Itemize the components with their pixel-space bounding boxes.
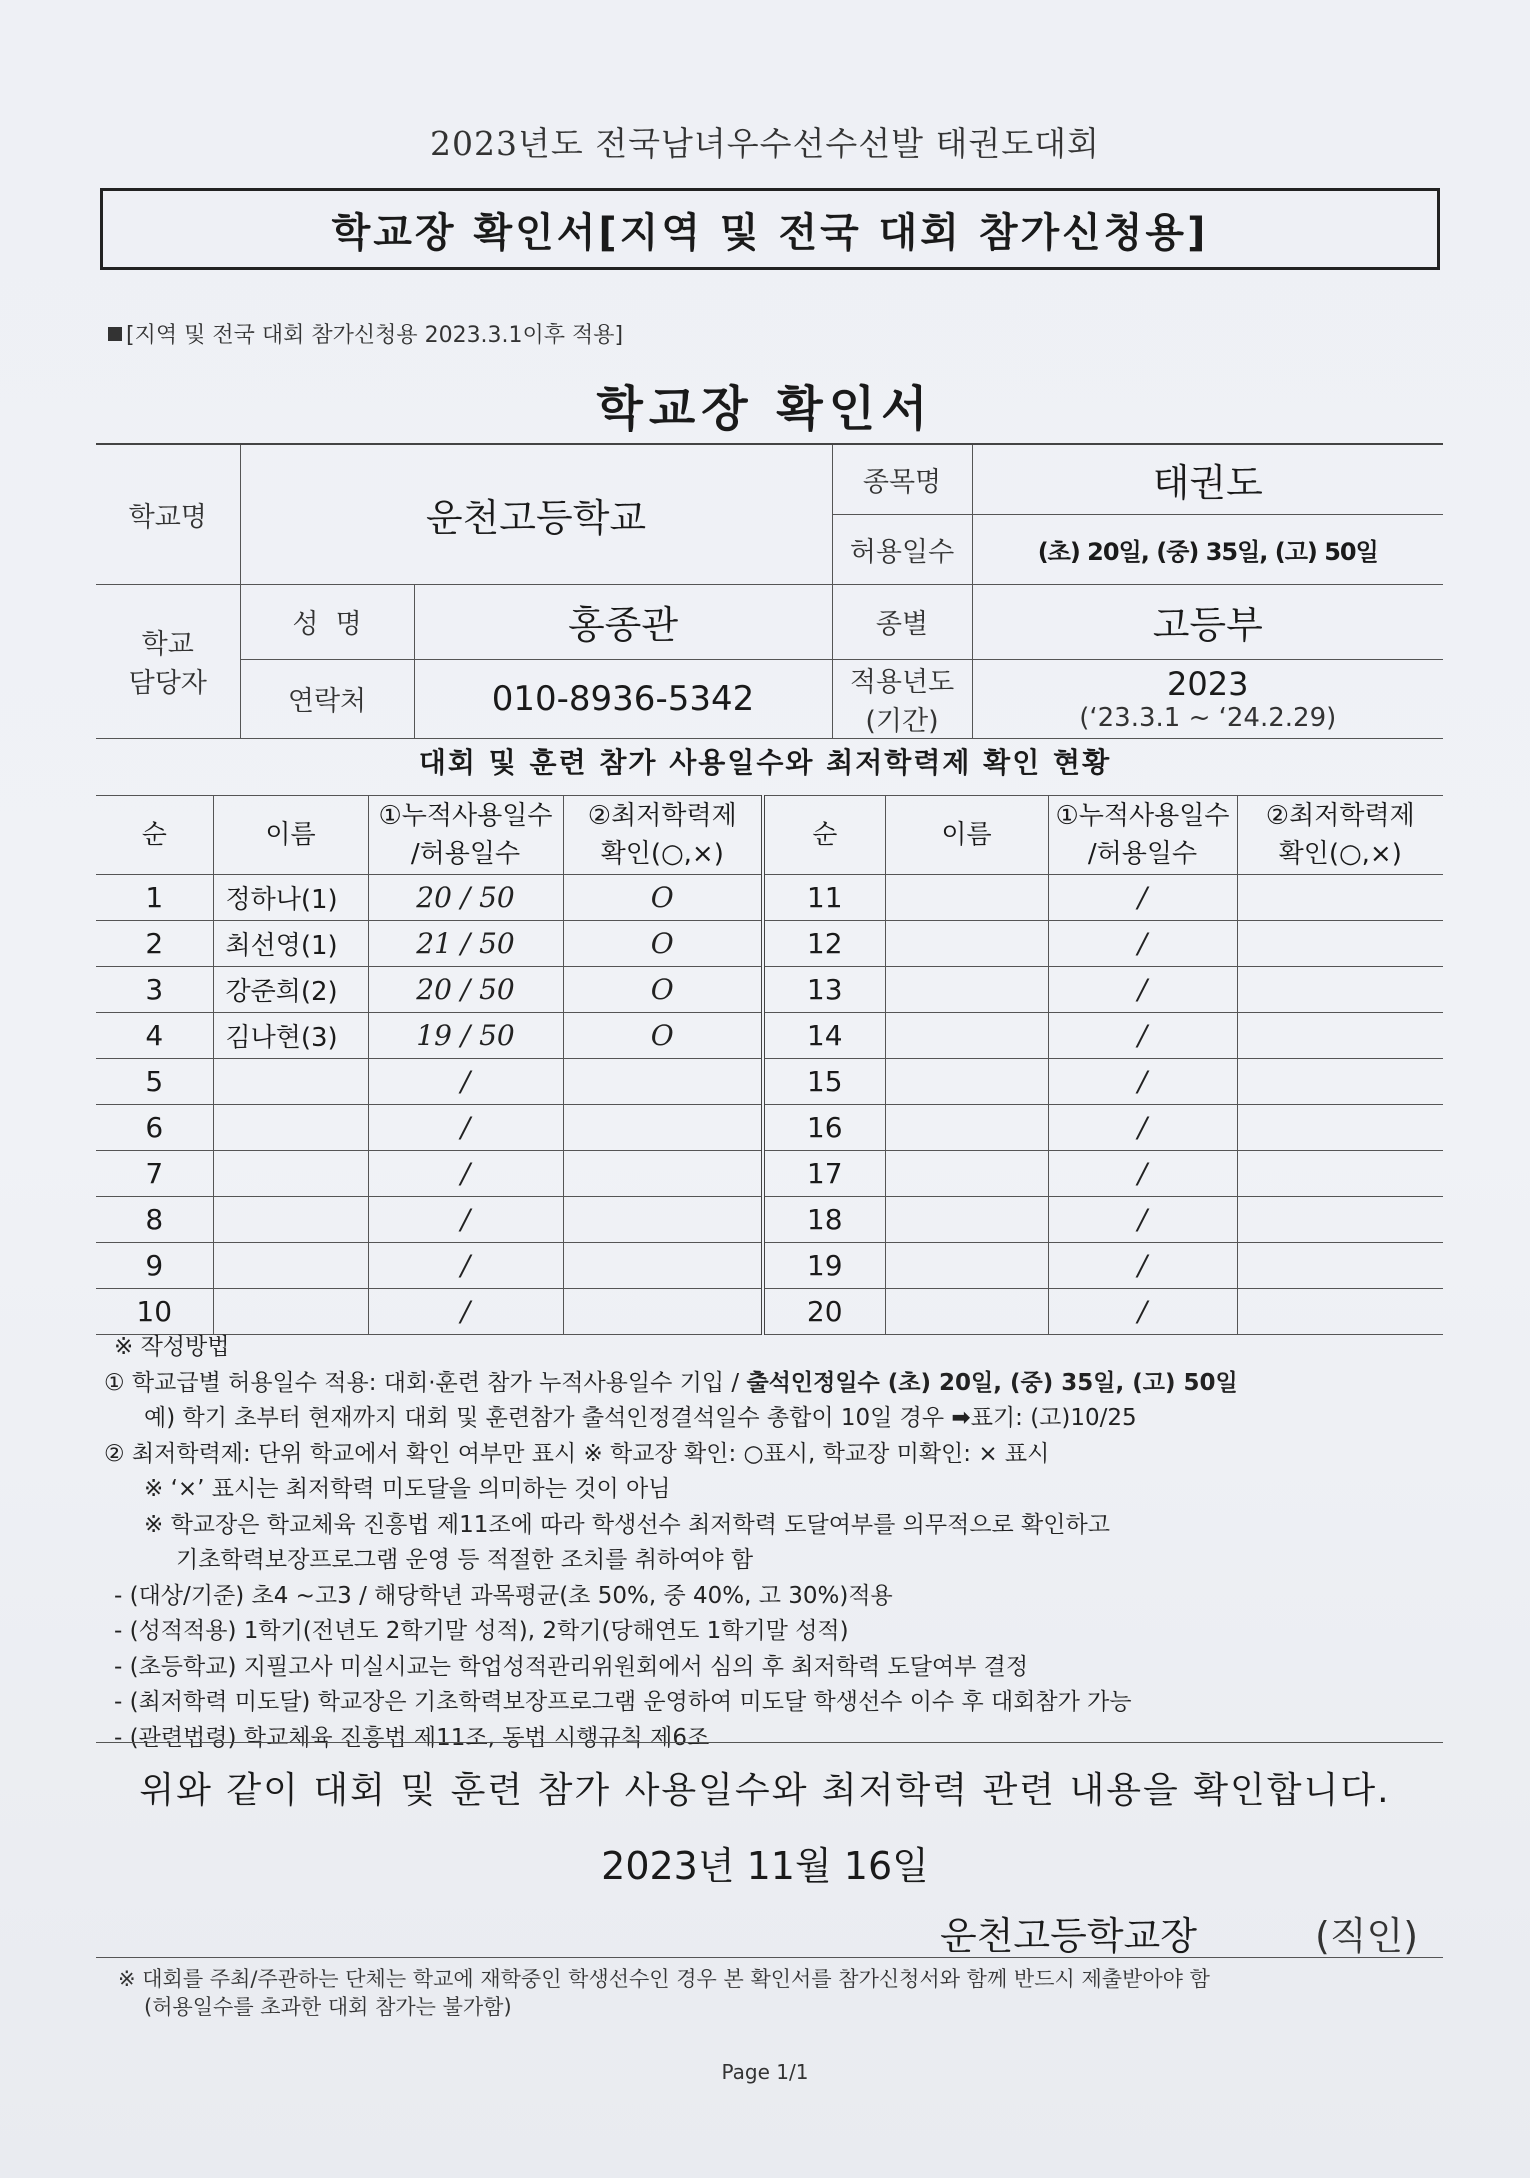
col-check-line2: 확인(○,×) — [600, 839, 724, 869]
school-name-label: 학교명 — [96, 444, 240, 584]
table-row — [96, 1151, 1443, 1197]
athlete-name — [885, 1059, 1048, 1105]
row-no: 2 — [96, 921, 213, 967]
allowed-days-value: (초) 20일, (중) 35일, (고) 50일 — [972, 514, 1443, 584]
min-academic-check — [1237, 1289, 1443, 1335]
athlete-name — [213, 1151, 368, 1197]
row-no: 3 — [96, 967, 213, 1013]
days-used: / — [1048, 1289, 1237, 1335]
min-academic-check — [1237, 967, 1443, 1013]
athlete-name — [213, 1059, 368, 1105]
athlete-name — [213, 1197, 368, 1243]
min-academic-check — [563, 1105, 763, 1151]
row-no: 11 — [763, 875, 885, 921]
min-academic-check — [1237, 1151, 1443, 1197]
row-no: 1 — [96, 875, 213, 921]
table-row — [96, 1243, 1443, 1289]
footer-note-line2: (허용일수를 초과한 대회 참가는 불가함) — [144, 1995, 512, 2019]
period-value: (‘23.3.1 ~ ‘24.2.29) — [1079, 702, 1337, 733]
row-no: 15 — [763, 1059, 885, 1105]
principal-name: 운천고등학교장 — [940, 1914, 1197, 1958]
table-row — [96, 967, 1443, 1013]
table-row — [96, 1289, 1443, 1335]
col-check-line1-right: ②최저학력제 — [1265, 801, 1415, 831]
apply-note-text: [지역 및 전국 대회 참가신청용 2023.3.1이후 적용] — [126, 323, 624, 348]
athlete-name — [885, 1013, 1048, 1059]
min-academic-check — [1237, 1243, 1443, 1289]
row-no: 13 — [763, 967, 885, 1013]
seal-label: (직인) — [1315, 1914, 1419, 1958]
days-used: / — [368, 1105, 563, 1151]
note-3: ※ ‘×’ 표시는 최저학력 미도달을 의미하는 것이 아님 — [144, 1476, 671, 1502]
contact-value: 010-8936-5342 — [414, 659, 832, 738]
competition-title: 2023년도 전국남녀우수선수선발 태권도대회 — [430, 124, 1100, 163]
days-used: 20 / 50 — [368, 875, 563, 921]
col-check-header-right — [1237, 796, 1443, 875]
apply-note — [108, 318, 623, 349]
min-academic-check — [563, 1197, 763, 1243]
min-academic-check — [563, 1243, 763, 1289]
row-no: 10 — [96, 1289, 213, 1335]
note-5: - (대상/기준) 초4 ~고3 / 해당학년 과목평균(초 50%, 중 40%, 고 30%)적용 — [114, 1582, 893, 1609]
athlete-name — [885, 1197, 1048, 1243]
athlete-name — [213, 1243, 368, 1289]
min-academic-check — [563, 1151, 763, 1197]
document-title: 학교장 확인서 — [596, 381, 934, 437]
manager-name-label: 성 명 — [240, 584, 414, 659]
row-no: 17 — [763, 1151, 885, 1197]
row-no: 19 — [763, 1243, 885, 1289]
row-no: 9 — [96, 1243, 213, 1289]
note-6: - (성적적용) 1학기(전년도 2학기말 성적), 2학기(당해연도 1학기말 성적) — [114, 1618, 849, 1644]
note-4a: ※ 학교장은 학교체육 진흥법 제11조에 따라 학생선수 최저학력 도달여부를 의무적으로 확인하고 — [144, 1511, 1110, 1538]
min-academic-check — [1237, 1105, 1443, 1151]
table-row — [96, 875, 1443, 921]
col-days-line2: /허용일수 — [410, 839, 521, 869]
days-used: / — [1048, 1151, 1237, 1197]
days-used: / — [1048, 921, 1237, 967]
manager-label — [96, 584, 240, 738]
min-academic-check — [1237, 1013, 1443, 1059]
row-no: 6 — [96, 1105, 213, 1151]
note-9: - (관련법령) 학교체육 진흥법 제11조, 동법 시행규칙 제6조 — [114, 1724, 710, 1751]
year-label-line1: 적용년도 — [849, 666, 955, 698]
division-label: 종별 — [832, 584, 972, 659]
footer-divider — [96, 1957, 1443, 1958]
min-academic-check: O — [563, 1013, 763, 1059]
min-academic-check — [563, 1289, 763, 1335]
year-label — [832, 659, 972, 738]
days-used: / — [1048, 967, 1237, 1013]
athlete-name — [885, 921, 1048, 967]
event-value: 태권도 — [972, 444, 1443, 514]
athlete-name: 강준희(2) — [213, 967, 368, 1013]
contact-label: 연락처 — [240, 659, 414, 738]
note-1a-bold: 출석인정일수 (초) 20일, (중) 35일, (고) 50일 — [746, 1369, 1238, 1396]
days-used: / — [1048, 1105, 1237, 1151]
days-used: / — [368, 1197, 563, 1243]
row-no: 14 — [763, 1013, 885, 1059]
min-academic-check: O — [563, 967, 763, 1013]
col-check-line1: ②최저학력제 — [587, 801, 737, 831]
athlete-name — [885, 967, 1048, 1013]
divider — [96, 1742, 1443, 1743]
athlete-name — [213, 1289, 368, 1335]
table-row — [96, 921, 1443, 967]
row-no: 7 — [96, 1151, 213, 1197]
roster-header-row — [96, 796, 1443, 875]
note-1b — [104, 1401, 1444, 1437]
col-days-line1: ①누적사용일수 — [378, 801, 553, 831]
athlete-name — [885, 1151, 1048, 1197]
roster-heading: 대회 및 훈련 참가 사용일수와 최저학력제 확인 현황 — [418, 746, 1112, 779]
days-used: 21 / 50 — [368, 921, 563, 967]
roster-table — [96, 795, 1443, 1335]
days-used: / — [368, 1151, 563, 1197]
manager-label-line2: 담당자 — [128, 668, 207, 699]
col-no-header: 순 — [96, 796, 213, 875]
instructions-title: ※ 작성방법 — [114, 1334, 230, 1360]
row-no: 8 — [96, 1197, 213, 1243]
footer-note — [118, 1965, 1438, 2021]
footer-note-line1: ※ 대회를 주최/주관하는 단체는 학교에 재학중인 학생선수인 경우 본 확인서를 참가신청서와 함께 반드시 제출받아야 함 — [118, 1967, 1210, 1991]
days-used: / — [1048, 875, 1237, 921]
athlete-name: 최선영(1) — [213, 921, 368, 967]
min-academic-check — [1237, 1197, 1443, 1243]
athlete-name — [885, 875, 1048, 921]
athlete-name: 정하나(1) — [213, 875, 368, 921]
min-academic-check — [1237, 921, 1443, 967]
note-7: - (초등학교) 지필고사 미실시교는 학업성적관리위원회에서 심의 후 최저학력 도달여부 결정 — [114, 1653, 1029, 1680]
year-value: 2023 — [1167, 664, 1249, 703]
col-days-header — [368, 796, 563, 875]
row-no: 4 — [96, 1013, 213, 1059]
note-2: ② 최저학력제: 단위 학교에서 확인 여부만 표시 ※ 학교장 확인: ○표시, 학교장 미확인: × 표시 — [104, 1440, 1050, 1467]
note-1a — [104, 1366, 1444, 1402]
col-days-line2-right: /허용일수 — [1087, 839, 1198, 869]
days-used: 19 / 50 — [368, 1013, 563, 1059]
row-no: 5 — [96, 1059, 213, 1105]
min-academic-check — [1237, 1059, 1443, 1105]
arrow-right-icon: ➡ — [951, 1405, 971, 1431]
note-1b-text: 예) 학기 초부터 현재까지 대회 및 훈련참가 출석인정결석일수 총합이 10일 경우 — [144, 1405, 952, 1431]
days-used: / — [1048, 1059, 1237, 1105]
row-no: 12 — [763, 921, 885, 967]
year-label-line2: (기간) — [865, 705, 939, 737]
col-name-header: 이름 — [213, 796, 368, 875]
row-no: 16 — [763, 1105, 885, 1151]
year-cell — [972, 659, 1443, 738]
manager-name-value: 홍종관 — [414, 584, 832, 659]
table-row — [96, 1059, 1443, 1105]
confirmation-statement: 위와 같이 대회 및 훈련 참가 사용일수와 최저학력 관련 내용을 확인합니다. — [139, 1770, 1391, 1811]
note-8: - (최저학력 미도달) 학교장은 기초학력보장프로그램 운영하여 미도달 학생선수 이수 후 대회참가 가능 — [114, 1689, 1132, 1715]
manager-label-line1: 학교 — [141, 629, 194, 660]
col-days-line1-right: ①누적사용일수 — [1055, 801, 1230, 831]
days-used: 20 / 50 — [368, 967, 563, 1013]
athlete-name — [213, 1105, 368, 1151]
days-used: / — [368, 1059, 563, 1105]
col-no-header-right: 순 — [763, 796, 885, 875]
division-value: 고등부 — [972, 584, 1443, 659]
days-used: / — [368, 1243, 563, 1289]
table-row — [96, 1105, 1443, 1151]
min-academic-check — [1237, 875, 1443, 921]
athlete-name — [885, 1289, 1048, 1335]
min-academic-check — [563, 1059, 763, 1105]
athlete-name — [885, 1243, 1048, 1289]
athlete-name: 김나현(3) — [213, 1013, 368, 1059]
table-row — [96, 1013, 1443, 1059]
row-no: 20 — [763, 1289, 885, 1335]
page-number: Page 1/1 — [721, 2060, 809, 2084]
square-bullet-icon — [108, 327, 122, 341]
days-used: / — [368, 1289, 563, 1335]
note-4b: 기초학력보장프로그램 운영 등 적절한 조치를 취하여야 함 — [176, 1547, 754, 1573]
allowed-days-label: 허용일수 — [832, 514, 972, 584]
row-no: 18 — [763, 1197, 885, 1243]
col-name-header-right: 이름 — [885, 796, 1048, 875]
school-name-value: 운천고등학교 — [240, 444, 832, 584]
note-1b-post: 표기: (고)10/25 — [970, 1405, 1137, 1431]
col-days-header-right — [1048, 796, 1237, 875]
days-used: / — [1048, 1197, 1237, 1243]
table-row — [96, 1197, 1443, 1243]
col-check-header — [563, 796, 763, 875]
days-used: / — [1048, 1243, 1237, 1289]
min-academic-check: O — [563, 921, 763, 967]
note-1a-text: ① 학교급별 허용일수 적용: 대회·훈련 참가 누적사용일수 기입 / — [104, 1369, 747, 1396]
boxed-title: 학교장 확인서[지역 및 전국 대회 참가신청용] — [100, 188, 1440, 270]
instructions — [104, 1330, 1444, 1756]
min-academic-check: O — [563, 875, 763, 921]
event-label: 종목명 — [832, 444, 972, 514]
athlete-name — [885, 1105, 1048, 1151]
days-used: / — [1048, 1013, 1237, 1059]
col-check-line2-right: 확인(○,×) — [1278, 839, 1402, 869]
confirmation-date: 2023년 11월 16일 — [601, 1844, 929, 1888]
school-info-table — [96, 443, 1443, 739]
